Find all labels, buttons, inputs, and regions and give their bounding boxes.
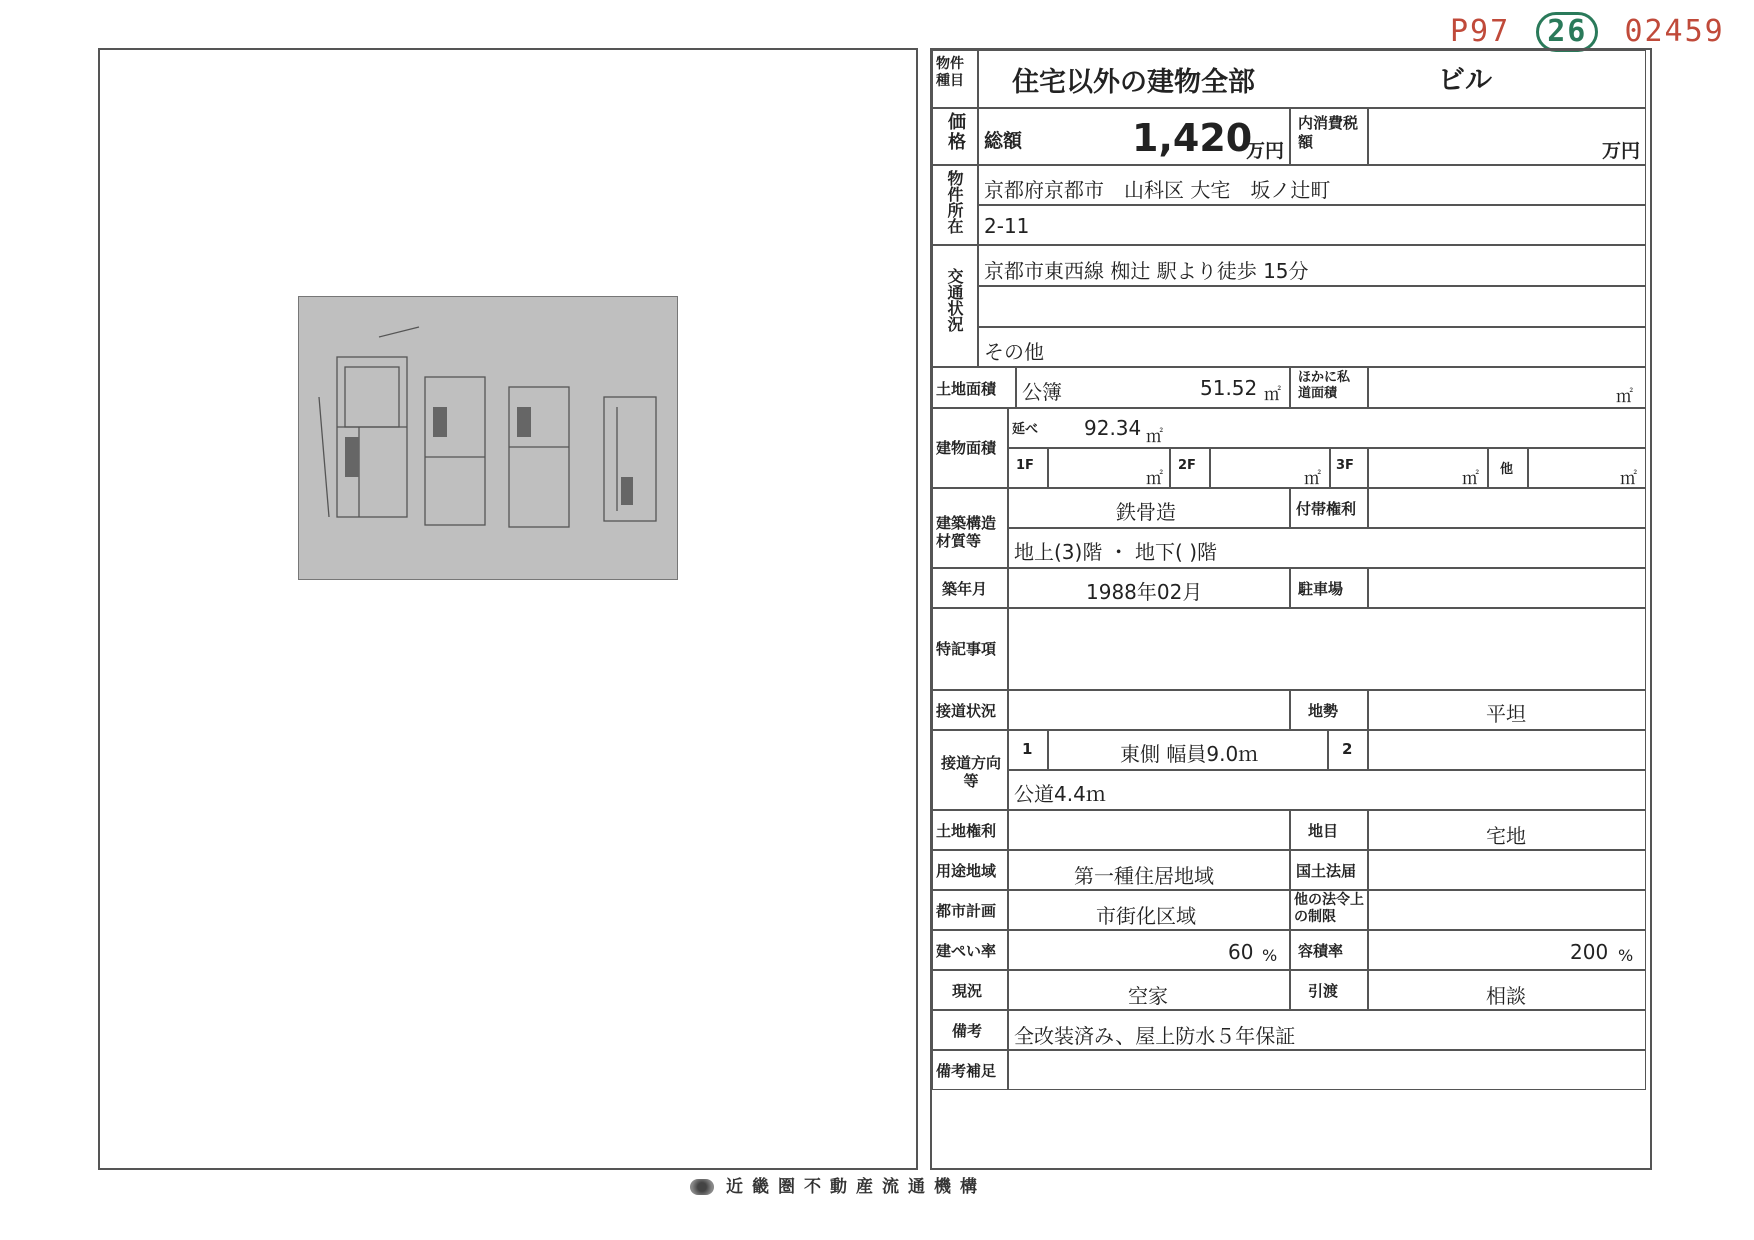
road-1-number: 1 [1022, 740, 1033, 758]
tax-label: 内消費税額 [1298, 114, 1359, 151]
road-status-value-cell [1008, 690, 1290, 730]
price-total-unit: 万円 [1246, 140, 1285, 162]
building-total-value: 92.34 [1084, 416, 1142, 440]
land-area-type: 公簿 [1022, 380, 1062, 404]
remarks-extra-label: 備考補足 [936, 1062, 997, 1080]
structure-label: 建築構造材質等 [936, 514, 997, 550]
transport-line1: 京都市東西線 椥辻 駅より徒歩 15分 [984, 259, 1309, 283]
land-area-label: 土地面積 [936, 380, 997, 398]
special-notes-value-cell [1008, 608, 1646, 690]
organization-name: 近畿圏不動産流通機構 [726, 1177, 986, 1197]
other-law-value-cell [1368, 890, 1646, 930]
far-unit: % [1618, 946, 1634, 965]
location-label: 物件所在 [945, 170, 964, 234]
floor-3f-label: 3F [1336, 458, 1354, 473]
built-value: 1988年02月 [1086, 580, 1203, 604]
floor-other-label: 他 [1500, 462, 1514, 477]
building-area-label: 建物面積 [936, 439, 997, 457]
terrain-value: 平坦 [1486, 702, 1526, 726]
terrain-label: 地勢 [1308, 702, 1339, 720]
built-label: 築年月 [942, 580, 988, 598]
private-road-unit: ㎡ [1616, 387, 1633, 407]
location-line2: 2-11 [984, 214, 1030, 238]
price-total-label: 総額 [984, 130, 1023, 152]
remarks-extra-value-cell [1008, 1050, 1646, 1090]
rights-label: 付帯権利 [1296, 500, 1357, 518]
handwritten-number: 02459 [1624, 14, 1725, 49]
floor-3f-unit: ㎡ [1462, 469, 1479, 489]
location-line2-cell [978, 205, 1646, 245]
floor-other-unit: ㎡ [1620, 469, 1637, 489]
road-2-number: 2 [1342, 740, 1353, 758]
city-plan-label: 都市計画 [936, 902, 997, 920]
land-rights-label: 土地権利 [936, 822, 997, 840]
handwritten-prefix: P97 [1450, 14, 1511, 49]
parking-value-cell [1368, 568, 1646, 608]
coverage-unit: % [1262, 946, 1278, 965]
organization-logo-icon [690, 1179, 714, 1195]
transport-other: その他 [984, 340, 1044, 364]
handover-label: 引渡 [1308, 982, 1339, 1000]
parking-label: 駐車場 [1298, 580, 1344, 598]
land-area-value: 51.52 [1200, 376, 1258, 400]
floors-text: 地上(3)階 ・ 地下( )階 [1014, 540, 1218, 564]
status-label: 現況 [952, 982, 983, 1000]
land-category-label: 地目 [1308, 822, 1339, 840]
property-type: 住宅以外の建物全部 [1012, 67, 1255, 98]
floor-plan-sketch [299, 297, 677, 579]
zoning-value: 第一種住居地域 [1074, 864, 1214, 888]
far-label: 容積率 [1298, 942, 1344, 960]
land-category-value: 宅地 [1486, 824, 1526, 848]
floor-plan-image [298, 296, 678, 580]
land-law-label: 国土法届 [1296, 862, 1357, 880]
road-direction-label: 接道方向等 [940, 754, 1001, 790]
road-1-direction: 東側 幅員9.0ｍ [1120, 742, 1259, 766]
other-law-label: 他の法令上の制限 [1294, 892, 1364, 925]
private-road-value-cell [1368, 367, 1646, 408]
handover-value: 相談 [1486, 984, 1526, 1008]
status-value: 空家 [1128, 984, 1168, 1008]
land-area-unit: ㎡ [1264, 385, 1281, 405]
transport-label: 交通状況 [945, 268, 964, 332]
coverage-value: 60 [1228, 940, 1254, 964]
road-2-value-cell [1368, 730, 1646, 770]
floor-1f-label: 1F [1016, 458, 1034, 473]
location-line1: 京都府京都市 山科区 大宅 坂ノ辻町 [984, 178, 1331, 202]
handwritten-note [1450, 12, 1725, 52]
type-label: 物件種目 [936, 56, 964, 89]
coverage-label: 建ぺい率 [936, 942, 997, 960]
land-rights-value-cell [1008, 810, 1290, 850]
transport-line2-cell [978, 286, 1646, 327]
handwritten-circled-number: 26 [1536, 12, 1598, 52]
public-road-value: 公道4.4ｍ [1014, 782, 1106, 806]
road-status-label: 接道状況 [936, 702, 997, 720]
special-notes-label: 特記事項 [936, 640, 997, 658]
transport-other-cell [978, 327, 1646, 367]
building-total-unit: ㎡ [1146, 427, 1163, 447]
zoning-label: 用途地域 [936, 862, 997, 880]
far-value: 200 [1570, 940, 1609, 964]
rights-value-cell [1368, 488, 1646, 528]
price-total-value: 1,420 [1132, 116, 1253, 160]
private-road-label: ほかに私道面積 [1298, 370, 1351, 401]
floor-2f-unit: ㎡ [1304, 469, 1321, 489]
property-subtype: ビル [1438, 65, 1492, 96]
structure-value: 鉄骨造 [1116, 500, 1176, 524]
remarks-value: 全改装済み、屋上防水５年保証 [1014, 1024, 1296, 1048]
floor-1f-unit: ㎡ [1146, 469, 1163, 489]
floor-plan-panel [98, 48, 918, 1170]
tax-unit: 万円 [1602, 140, 1641, 162]
footer-organization [690, 1172, 986, 1197]
building-total-label: 延べ [1012, 422, 1039, 437]
floor-2f-label: 2F [1178, 458, 1196, 473]
land-law-value-cell [1368, 850, 1646, 890]
price-label: 価格 [945, 112, 966, 152]
remarks-label: 備考 [952, 1022, 983, 1040]
city-plan-value: 市街化区域 [1096, 904, 1196, 928]
